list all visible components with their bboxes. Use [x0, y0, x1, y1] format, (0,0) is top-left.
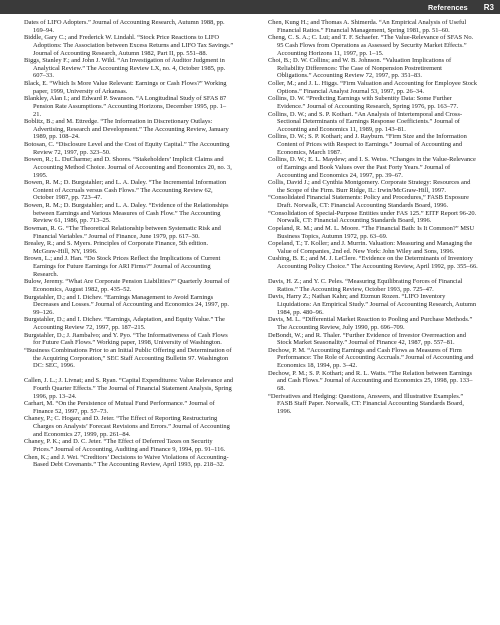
- reference-entry: Collins, D. W. “Predicting Earnings with Subentity Data: Some Further Evidence.” Journal of Accounting Research, Spring 1976, pp. 163–77.: [268, 95, 459, 110]
- page-header: [0, 0, 500, 14]
- reference-entry: Botosan, C. “Disclosure Level and the Cost of Equity Capital.” The Accounting Review 72, 1997, pp. 323–50.: [24, 141, 230, 156]
- reference-entry: Copeland, T.; T. Koller; and J. Murrin. Valuation: Measuring and Managing the Value of Companies, 2nd ed. New York: John Wiley and Sons, 1996.: [268, 240, 473, 255]
- reference-entry: Dechow, P. M.; S. P. Kothari; and R. L. Watts. “The Relation between Earnings and Cash Flows.” Journal of Accounting and Economics 25, 1998, pp. 133–68.: [268, 369, 473, 392]
- reference-entry: Brown, L.; and J. Han. “Do Stock Prices Reflect the Implications of Current Earnings for Future Earnings for ARI Firms?” Journal of Accounting Research.: [24, 255, 221, 278]
- reference-entry: Chaney, P.; C. Hogan; and D. Jeter. “The Effect of Reporting Restructuring Charges on Analysts’ Forecast Revisions and Errors.” Journal of Accounting and Economics 27, 1999, pp. 261–84.: [24, 415, 230, 438]
- reference-entry: Cushing, B. E.; and M. J. LeClere. “Evidence on the Determinants of Inventory Accounting Policy Choice.” The Accounting Review, April 1992, pp. 355–66.: [268, 255, 478, 270]
- section-title: References: [428, 2, 468, 12]
- reference-entry: Cheng, C. S. A.; C. Lui; and T. F. Schaefer. “The Value-Relevance of SFAS No. 95 Cash Flows from Operations as Assessed by Security Market Effects.” Accounting Horizons 11, 1997, pp. 1–15.: [268, 34, 474, 57]
- reference-entry: Coller, M.; and J. L. Higgs. “Firm Valuation and Accounting for Employee Stock Options.” Financial Analyst Journal 53, 1997, pp. 26–34.: [268, 80, 477, 95]
- reference-entry: Collins, D. W.; and S. P. Kothari. “An Analysis of Intertemporal and Cross-Sectional Determinants of Earnings Response Coefficients.” Journal of Accounting and Economics 11, 1989, pp. 143–81.: [268, 110, 463, 133]
- reference-entry: Dechow, P. M. “Accounting Earnings and Cash Flows as Measures of Firm Performance: The Role of Accounting Accruals.” Journal of Accounting and Economics 18, 1994, pp. 3–42.: [268, 346, 474, 370]
- reference-entry: Copeland, R. M.; and M. L. Moore. “The Financial Bath: Is It Common?” MSU Business Topics, Autumn 1972, pp. 63–69.: [268, 224, 475, 240]
- reference-entry: Dates of LIFO Adopters.” Journal of Accounting Research, Autumn 1988, pp. 169–94.: [24, 19, 225, 34]
- reference-entry: Davis, H. Z.; and Y. C. Peles. “Measuring Equilibrating Forces of Financial Ratios.” The Accounting Review, October 1993, pp. 725–47.: [268, 278, 463, 293]
- reference-entry: Blankley, Alan I.; and Edward P. Swanson. “A Longitudinal Study of SFAS 87 Pension Rate Assumptions.” Accounting Horizons, December 1995, pp. 1–21.: [24, 95, 227, 118]
- reference-entry: Davis, Harry Z.; Nathan Kahn; and Etzmun Rozen. “LIFO Inventory Liquidations: An Empirical Study.” Journal of Accounting Research, Autumn 1984, pp. 480–96.: [268, 293, 477, 316]
- references-right-column: [268, 19, 478, 415]
- reference-entry: Biggs, Stanley F.; and John J. Wild. “An Investigation of Auditor Judgment in Analytical Review.” The Accounting Review LX, no. 4, October 1985, pp. 607–33.: [24, 57, 226, 80]
- reference-entry: Collis, David J.; and Cynthia Montgomery. Corporate Strategy: Resources and the Scope of the Firm. Burr Ridge, IL: Irwin/McGraw-Hill, 1997.: [268, 179, 471, 194]
- reference-entry: Burgstahler, D.; J. Jiambalvo; and Y. Pyo. “The Informativeness of Cash Flows for Future Cash Flows.” Working paper, 1998, University of Washington.: [24, 331, 228, 347]
- reference-entry: Davis, M. L. “Differential Market Reaction to Pooling and Purchase Methods.” The Accounting Review, July 1990, pp. 696–709.: [268, 316, 473, 331]
- reference-entry: Bowen, R.; L. DuCharme; and D. Shores. “Stakeholders’ Implicit Claims and Accounting Method Choice. Journal of Accounting and Economics 20, no. 3, 1995.: [24, 156, 232, 179]
- reference-entry: Chen, Kung H.; and Thomas A. Shimerda. “An Empirical Analysis of Useful Financial Ratios.” Financial Management, Spring 1981, pp. 51–60.: [268, 19, 467, 34]
- reference-entry: Chaney, P. K.; and D. C. Jeter. “The Effect of Deferred Taxes on Security Prices.” Journal of Accounting, Auditing and Finance 9, 1994, pp. 91–116.: [24, 438, 226, 453]
- reference-entry: Collins, D. W.; S. P. Kothari; and J. Rayburn. “Firm Size and the Information Content of Prices with Respect to Earnings.” Journal of Accounting and Economics, March 1987.: [268, 133, 467, 156]
- reference-entry: Bulow, Jeremy. “What Are Corporate Pension Liabilities?” Quarterly Journal of Economics, August 1982, pp. 435–52.: [24, 278, 230, 293]
- reference-entry: Brealey, R.; and S. Myers. Principles of Corporate Finance, 5th edition. McGraw-Hill, NY, 1996.: [24, 240, 209, 255]
- reference-entry: Biddle, Gary C.; and Frederick W. Lindahl. “Stock Price Reactions to LIFO Adoptions: The Association between Excess Returns and LIFO Tax Savings.” Journal of Accounting Research, Autumn 1982, Part II, pp. 551–88.: [24, 34, 234, 57]
- reference-entry: Chen, K.; and J. Wei. “Creditors’ Decisions to Waive Violations of Accounting-Based Debt Covenants.” The Accounting Review, April 1993, pp. 218–32.: [24, 453, 229, 469]
- reference-entry: “Business Combinations Prior to an Initial Public Offering and Determination of the Acquiring Corporation,” SEC Staff Accounting Bulletin 97. Washington DC: SEC, 1996.: [24, 346, 232, 370]
- reference-entry: Choi, B.; D. W. Collins; and W. B. Johnson. “Valuation Implications of Reliability Differences: The Case of Nonpension Postretirement Obligations.” Accounting Review 72, 1997, pp. 351–83.: [268, 57, 452, 80]
- reference-entry: Burgstahler, D.; and I. Dichev. “Earnings, Adaptation, and Equity Value.” The Accounting Review 72, 1997, pp. 187–215.: [24, 316, 225, 331]
- reference-entry: Carhart, M. “On the Persistence of Mutual Fund Performance.” Journal of Finance 52, 1997, pp. 57–73.: [24, 400, 215, 415]
- references-left-column: [24, 19, 234, 469]
- page-number: R3: [483, 2, 494, 12]
- reference-entry: Bowman, R. G. “The Theoretical Relationship between Systematic Risk and Financial Variables.” Journal of Finance, June 1979, pp. 617–30.: [24, 224, 221, 240]
- reference-entry: Callen, J. L.; J. Livnat; and S. Ryan. “Capital Expenditures: Value Relevance and Fourth Quarter Effects.” The Journal of Financial Statement Analysis, Spring 1996, pp. 13–24.: [24, 377, 234, 400]
- reference-entry: Collins, D. W.; E. L. Maydew; and I. S. Weiss. “Changes in the Value-Relevance of Earnings and Book Values over the Past Forty Years.” Journal of Accounting and Economics 24, 1997, pp. 39–67.: [268, 156, 476, 179]
- reference-entry: DeBondt, W.; and R. Thaler. “Further Evidence of Investor Overreaction and Stock Market Seasonality.” Journal of Finance 42, 1987, pp. 557–81.: [268, 331, 466, 347]
- reference-entry: Black, E. “Which Is More Value Relevant: Earnings or Cash Flows?” Working paper, 1999, University of Arkansas.: [24, 80, 227, 95]
- reference-entry: Bowen, R. M.; D. Burgstahler; and L. A. Daley. “The Incremental Information Content of Accruals versus Cash Flows.” The Accounting Review 62, October 1987, pp. 723–47.: [24, 179, 227, 202]
- reference-entry: “Consolidation of Special-Purpose Entities under FAS 125.” EITF Report 96-20. Norwalk, CT: Financial Accounting Standards Board, 1996.: [268, 209, 477, 225]
- reference-entry: Burgstahler, D.; and I. Dichev. “Earnings Management to Avoid Earnings Decreases and Losses.” Journal of Accounting and Economics 24, 1997, pp. 99–126.: [24, 293, 229, 316]
- reference-entry: Bowen, R. M.; D. Burgstahler; and L. A. Daley. “Evidence of the Relationships between Earnings and Various Measures of Cash Flow.” The Accounting Review 61, 1986, pp. 713–25.: [24, 202, 229, 225]
- reference-entry: Boblitz, B.; and M. Ettredge. “The Information in Discretionary Outlays: Advertising, Research and Development.” The Accounting Review, January 1989, pp. 108–24.: [24, 118, 229, 141]
- reference-entry: “Derivatives and Hedging: Questions, Answers, and Illustrative Examples.” FASB Staff Paper. Norwalk, CT: Financial Accounting Standards Board, 1996.: [268, 392, 464, 415]
- reference-entry: “Consolidated Financial Statements: Policy and Procedures,” FASB Exposure Draft. Norwalk, CT: Financial Accounting Standards Board, 1996.: [268, 194, 469, 209]
